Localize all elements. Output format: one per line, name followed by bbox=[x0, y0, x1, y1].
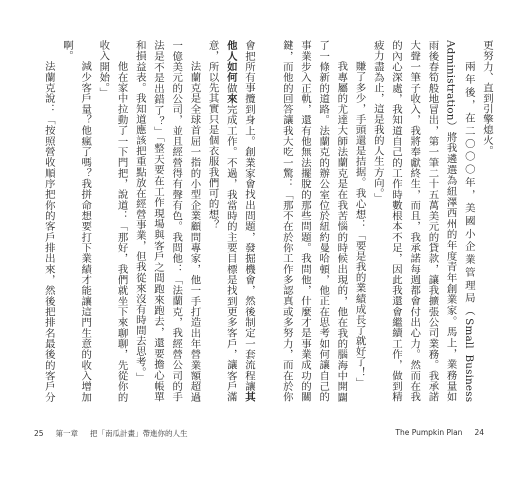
body-text: 法蘭克說：「按照營收順序把你的客戶排出來，然後把排名最後的客戶分 bbox=[42, 60, 55, 402]
body-text: 兩年後，在二〇〇〇年，美國小企業管理局（Small Business Administration）將我遴選為紐澤西州的年度青年創業家。馬上，業務量如雨後春筍般地冒出，第一筆二十五萬美元的貸款，讓我擴張公司業務。我承諾大聲一筆子收入，我將奉獻終生，而且，我承諾每週都會付出心力。然而在我的內心深處，我知道自己的工作時數根本不足，因此我還會繼續工作，做到精疲力盡為止，這是我的人生方向。」 bbox=[371, 40, 475, 402]
body-text: 他在家中拉動了一下門把，說道：「那好，我們就坐下來聊聊，先從你的收入開始。」 bbox=[97, 40, 128, 402]
body-text: 減少客戶量？他瘋了嗎？我拼命想要打下業績才能讓這門生意的收入增加啊。 bbox=[60, 40, 92, 402]
left-page-text bbox=[40, 40, 258, 402]
right-page-footer bbox=[395, 428, 484, 437]
body-text: 我專屬的尤達大師法蘭克是在我苦惱的時候出現的，他在我的腦海中開闢了一條新的道路。法蘭克的辦公室位於紐約曼哈頓，他正在思考如何讓自己的事業步入正軌，還有他無法擺脫的那些問題。我問他，什麼才是事業成功的關鍵，而他的回答讓我大吃一驚：「那不在於你工作多認真或多努力，而在於你 bbox=[280, 40, 348, 402]
left-page-number: 25 bbox=[34, 429, 44, 438]
chapter-label: 第一章 bbox=[55, 429, 79, 438]
body-text: 完成工作。不過，我當時的主要目標是找到更多客戶，讓客戶滿意，所以先其實只是個衣服我們可的想？ bbox=[206, 40, 237, 402]
left-paragraph bbox=[94, 40, 130, 402]
left-paragraph bbox=[40, 40, 58, 402]
right-paragraph bbox=[369, 40, 478, 402]
chapter-title: 把「南瓜計畫」帶進你的人生 bbox=[90, 429, 188, 438]
right-page-text bbox=[278, 40, 496, 402]
right-paragraph bbox=[478, 40, 496, 402]
left-paragraph bbox=[203, 40, 258, 402]
right-page bbox=[278, 40, 496, 402]
body-text: 法蘭克是全球首屈一指的小型企業顧問專家，他一手打造出年營業額超過一億美元的公司，並且經營得有聲有色。我問他：「法蘭克，我經營公司的手法是不是出錯了？」「整天要在工作現場與客戶之間跑來跑去，還要擔心帳單和損益表。我知道應該把重點放在經營事業，但我從來沒有時間去思考。」 bbox=[133, 40, 201, 402]
left-page-footer bbox=[34, 428, 188, 439]
left-paragraph bbox=[131, 40, 204, 402]
left-page bbox=[40, 40, 258, 402]
left-paragraph bbox=[58, 40, 94, 402]
body-text: 更努力、直到引擎熄火。 bbox=[481, 40, 493, 157]
body-text: 賺了多少，手頭還是拮据。我心想：「要是我的業績成長了就好了！」 bbox=[353, 60, 366, 388]
emphasis-text: 其他人如何 bbox=[224, 40, 255, 402]
body-text: 會把所有事攬到身上。創業家會找出問題，發掘機會，然後制定一套流程讓 bbox=[243, 40, 255, 392]
right-page-number: 24 bbox=[474, 428, 484, 437]
body-text: 做 bbox=[224, 82, 237, 94]
right-paragraph bbox=[278, 40, 350, 402]
book-title: The Pumpkin Plan bbox=[395, 428, 463, 437]
emphasis-text: 來 bbox=[224, 93, 237, 104]
right-paragraph bbox=[350, 40, 368, 402]
